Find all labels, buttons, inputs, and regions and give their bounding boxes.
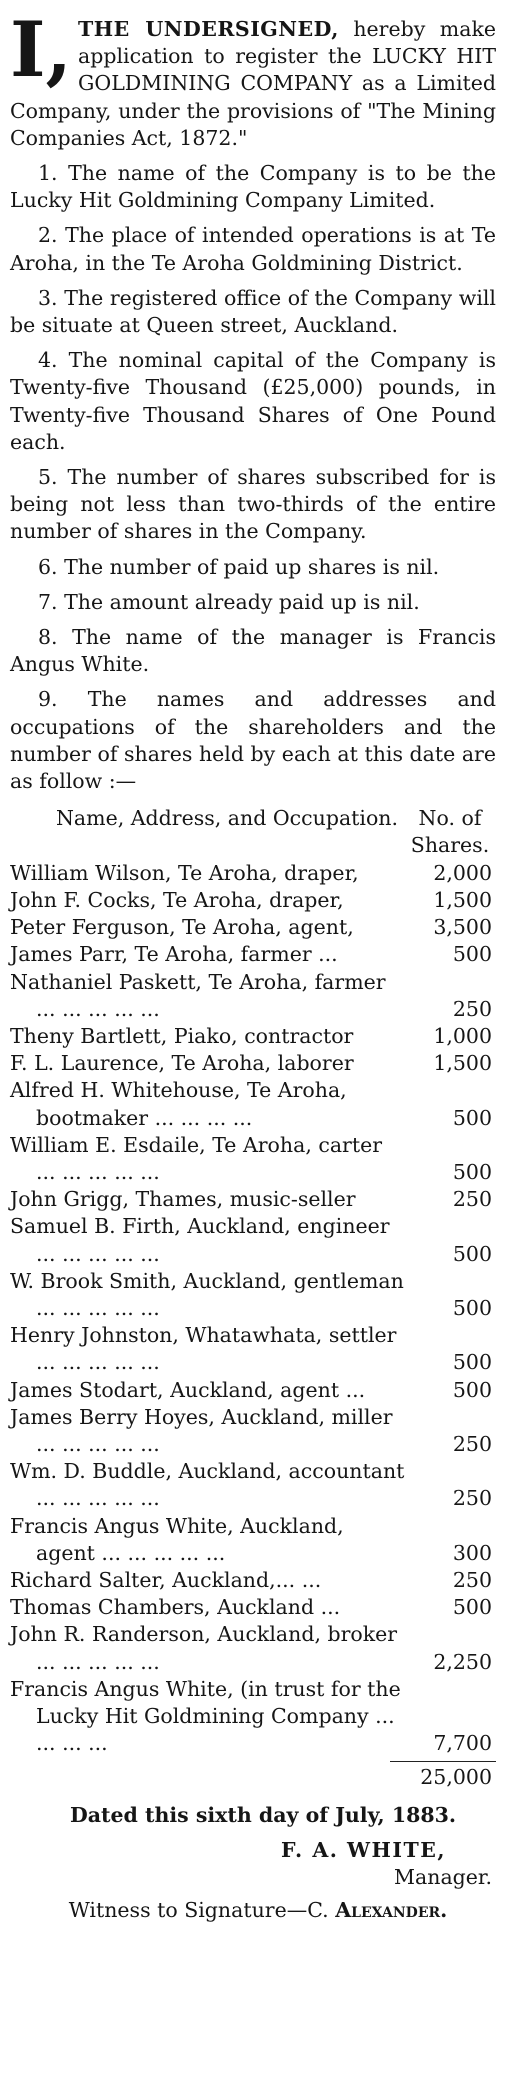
table-row <box>10 1377 496 1404</box>
table-row <box>10 1132 496 1186</box>
table-row <box>10 1077 496 1131</box>
share-count: 250 <box>452 1431 492 1456</box>
table-row <box>10 1513 496 1567</box>
signatory-title: Manager. <box>394 1865 492 1889</box>
table-row <box>10 1567 496 1594</box>
shareholder-table-header <box>10 805 496 859</box>
share-count: 250 <box>452 1486 492 1511</box>
clause-4: 4. The nominal capital of the Company is Twenty-five Thousand (£25,000) pounds, in Twenty-five Thousand Shares of One Pound each. <box>10 348 496 454</box>
intro-text: hereby make application to register the LUCKY HIT GOLDMINING COMPANY as a Limited Company, under the provisions of "The Mining Companies Act, 1872." <box>10 17 496 150</box>
clause-5: 5. The number of shares subscribed for is being not less than two-thirds of the entire number of shares in the Company. <box>10 465 496 544</box>
share-count: 1,500 <box>433 887 492 912</box>
share-count: 2,000 <box>433 860 492 885</box>
share-count: 500 <box>452 1105 492 1130</box>
share-count: 500 <box>452 1241 492 1266</box>
shareholder-entry: Francis Angus White, Auckland, agent ... ... ... ... ... <box>10 1513 344 1565</box>
table-row <box>10 1268 496 1322</box>
table-row <box>10 1213 496 1267</box>
share-count: 1,500 <box>433 1051 492 1076</box>
dated-line: Dated this sixth day of July, 1883. <box>69 1802 457 1827</box>
share-count: 500 <box>452 1377 492 1402</box>
table-row <box>10 1676 496 1758</box>
share-count: 3,500 <box>433 915 492 940</box>
share-count: 250 <box>452 996 492 1021</box>
clause-9: 9. The names and addresses and occupations of the shareholders and the number of shares held by each at this date are as follow :— <box>10 687 496 794</box>
shareholder-entry: F. L. Laurence, Te Aroha, laborer <box>10 1051 354 1076</box>
shareholder-entry: William Wilson, Te Aroha, draper, <box>10 860 359 885</box>
name-column-header: Name, Address, and Occupation. <box>55 806 399 831</box>
share-count: 500 <box>452 1350 492 1375</box>
total-rule <box>390 1761 496 1762</box>
notice-intro <box>10 5 496 152</box>
share-count: 2,250 <box>433 1649 492 1674</box>
shareholder-entry: John R. Randerson, Auckland, broker ... ... ... ... ... <box>10 1622 398 1674</box>
clause-6: 6. The number of paid up shares is nil. <box>38 554 440 579</box>
table-row <box>10 1458 496 1512</box>
share-count: 500 <box>452 942 492 967</box>
table-row <box>10 941 496 968</box>
shareholder-entry: William E. Esdaile, Te Aroha, carter ... ... ... ... ... <box>10 1132 383 1184</box>
share-count: 500 <box>452 1595 492 1620</box>
share-count: 250 <box>452 1567 492 1592</box>
table-row <box>10 969 496 1023</box>
witness-prefix: Witness to Signature—C. <box>68 1898 329 1923</box>
shareholder-entry: Theny Bartlett, Piako, contractor <box>10 1023 354 1048</box>
share-count: 250 <box>452 1187 492 1212</box>
shares-column-header: No. of Shares. <box>410 806 490 858</box>
witness-name: Alexander. <box>335 1898 448 1923</box>
table-row <box>10 1621 496 1675</box>
intro-lead: THE UNDERSIGNED, <box>78 17 339 41</box>
shareholder-entry: Peter Ferguson, Te Aroha, agent, <box>10 915 354 940</box>
share-count: 500 <box>452 1159 492 1184</box>
shareholder-table <box>10 860 496 1758</box>
table-row <box>10 1322 496 1376</box>
shareholder-entry: Nathaniel Paskett, Te Aroha, farmer ... ... ... ... ... <box>10 969 386 1021</box>
table-row <box>10 914 496 941</box>
shareholder-entry: John F. Cocks, Te Aroha, draper, <box>10 887 344 912</box>
clause-8: 8. The name of the manager is Francis Angus White. <box>10 625 496 677</box>
share-count: 300 <box>452 1540 492 1565</box>
share-count: 7,700 <box>433 1731 492 1756</box>
witness-line <box>10 1897 496 1924</box>
shareholder-entry: Thomas Chambers, Auckland ... <box>10 1595 341 1620</box>
shareholder-entry: James Parr, Te Aroha, farmer ... <box>10 942 338 967</box>
drop-cap: I, <box>10 5 73 94</box>
shareholder-entry: Samuel B. Firth, Auckland, engineer ... ... ... ... ... <box>10 1214 390 1266</box>
shareholder-entry: James Stodart, Auckland, agent ... <box>10 1377 366 1402</box>
share-count: 500 <box>452 1295 492 1320</box>
shareholder-entry: Richard Salter, Auckland,... ... <box>10 1567 322 1592</box>
shareholder-entry: Alfred H. Whitehouse, Te Aroha, bootmaker ... ... ... ... <box>10 1078 347 1130</box>
shares-total: 25,000 <box>420 1765 492 1790</box>
table-row <box>10 1186 496 1213</box>
table-row <box>10 1404 496 1458</box>
shareholder-entry: Francis Angus White, (in trust for the Lucky Hit Goldmining Company ... ... ... ... <box>10 1676 401 1756</box>
signatory-name: F. A. WHITE, <box>281 1837 446 1862</box>
clause-1: 1. The name of the Company is to be the Lucky Hit Goldmining Company Limited. <box>10 161 496 213</box>
shareholder-entry: James Berry Hoyes, Auckland, miller ... ... ... ... ... <box>10 1404 393 1456</box>
clauses-list <box>10 160 496 795</box>
clause-2: 2. The place of intended operations is at Te Aroha, in the Te Aroha Goldmining District. <box>10 223 496 275</box>
clause-7: 7. The amount already paid up is nil. <box>38 589 420 614</box>
table-row <box>10 1023 496 1050</box>
table-row <box>10 1050 496 1077</box>
share-count: 1,000 <box>433 1023 492 1048</box>
shareholder-entry: Henry Johnston, Whatawhata, settler ... ... ... ... ... <box>10 1323 397 1375</box>
table-row <box>10 1594 496 1621</box>
shareholder-entry: Wm. D. Buddle, Auckland, accountant ... ... ... ... ... <box>10 1459 405 1511</box>
clause-3: 3. The registered office of the Company will be situate at Queen street, Auckland. <box>10 285 496 338</box>
table-row <box>10 860 496 887</box>
shareholder-entry: John Grigg, Thames, music-seller <box>10 1187 356 1212</box>
shareholder-entry: W. Brook Smith, Auckland, gentleman ... ... ... ... ... <box>10 1268 404 1320</box>
table-row <box>10 887 496 914</box>
